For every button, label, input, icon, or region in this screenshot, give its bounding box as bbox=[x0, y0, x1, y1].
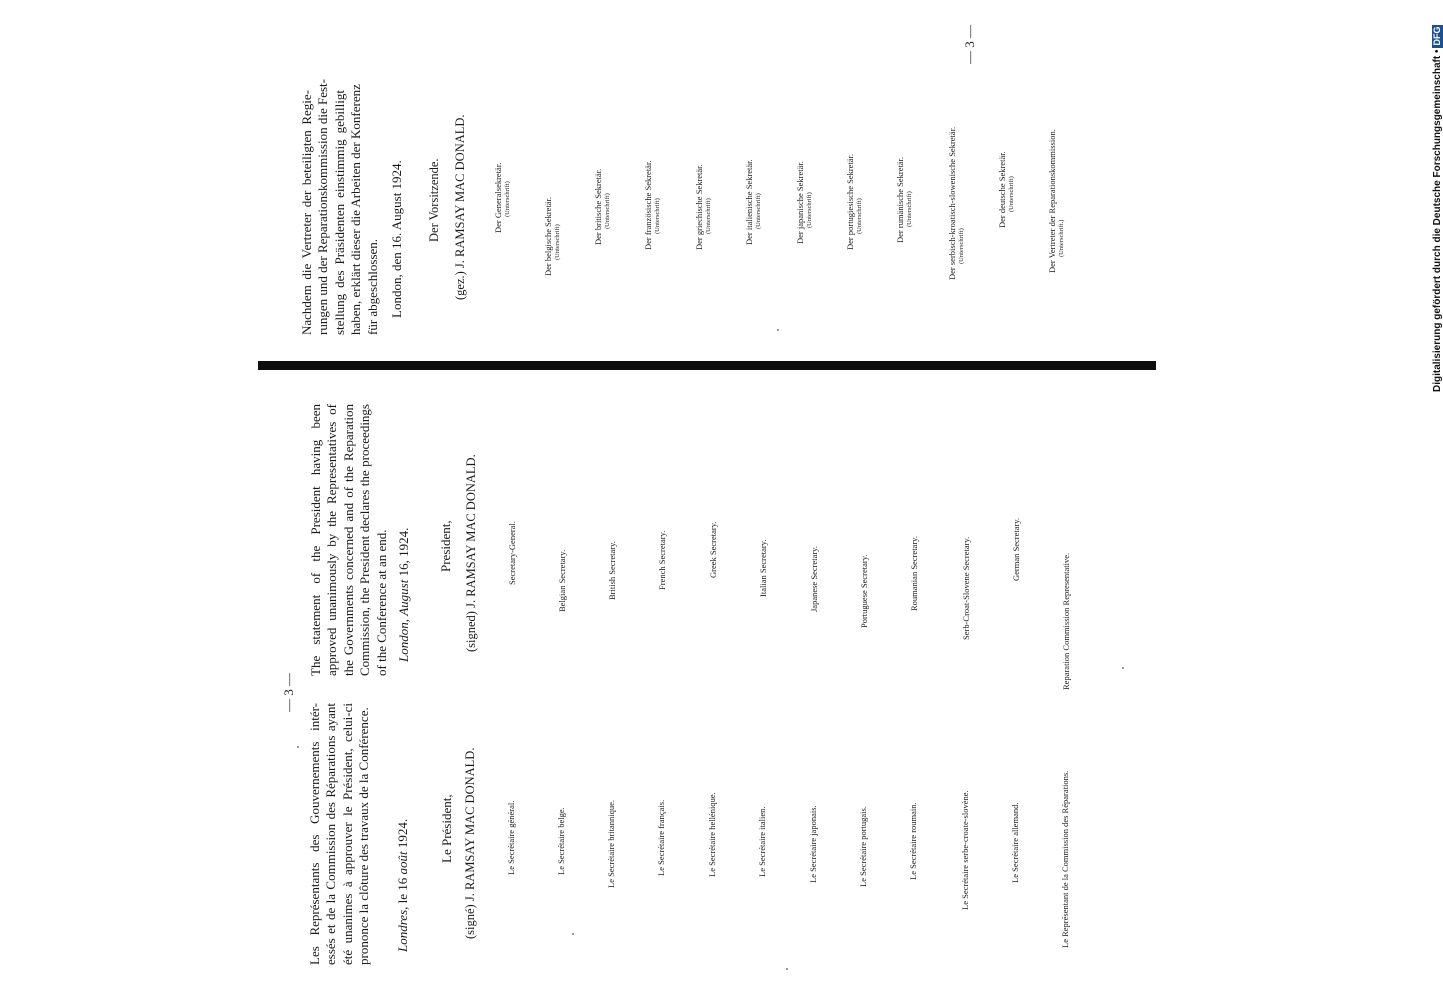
scan-speck bbox=[777, 329, 779, 331]
dfg-credit bbox=[1432, 25, 1443, 392]
english-president-title: President, bbox=[438, 520, 453, 572]
english-signature-title: Belgian Secretary. bbox=[557, 549, 567, 612]
german-para-line: rungen und der Reparationskommission die Fest- bbox=[315, 79, 331, 335]
english-signature-title: German Secretary. bbox=[1011, 517, 1021, 581]
french-signature-title: Le Secrétaire français. bbox=[656, 799, 666, 876]
english-signature-title: Greek Secretary. bbox=[708, 521, 718, 578]
german-signature-note: (Unterschrift) bbox=[654, 198, 661, 234]
french-para-line: prononce la clôture des travaux de la Conférence. bbox=[356, 707, 372, 965]
german-para-line: für abgeschlossen. bbox=[364, 238, 380, 335]
german-signature-note: (Unterschrift) bbox=[755, 193, 762, 229]
german-signature-title: Der serbisch-kroatisch-slowenische Sekretär. bbox=[947, 126, 957, 280]
dfg-logo: DFG bbox=[1432, 26, 1442, 46]
scan-speck bbox=[786, 968, 788, 970]
french-date-city: Londres, bbox=[395, 906, 410, 952]
german-chair-title: Der Vorsitzende. bbox=[427, 158, 441, 242]
german-signature-title: Der deutsche Sekretär. bbox=[997, 151, 1007, 228]
german-signature-note: (Unterschrift) bbox=[1008, 176, 1015, 212]
english-date-month: August bbox=[396, 579, 411, 616]
german-signature-title: Der italienische Sekretär. bbox=[744, 159, 754, 245]
french-signature-title: Le Secrétaire italien. bbox=[757, 806, 767, 877]
english-para-line: The statement of the President having been bbox=[308, 404, 323, 676]
english-signature-title: Italian Secretary. bbox=[758, 539, 768, 597]
french-date-month: août bbox=[395, 851, 410, 875]
english-date-rest: 16, 1924. bbox=[396, 527, 411, 577]
french-para-line: essés et de la Commission des Réparations ayant bbox=[323, 703, 339, 965]
french-para-line: Les Représentants des Gouvernements intér- bbox=[307, 703, 322, 965]
english-para-line: the Governments concerned and of the Reparation bbox=[340, 404, 356, 676]
french-paragraph bbox=[307, 703, 373, 965]
german-signature-note: (Unterschrift) bbox=[856, 198, 863, 234]
german-signature-note: (Unterschrift) bbox=[806, 192, 813, 228]
german-signature-note: (Unterschrift) bbox=[705, 198, 712, 234]
scan-speck bbox=[1122, 667, 1124, 669]
english-signature-title: French Secretary. bbox=[657, 530, 667, 590]
english-date-city: London, bbox=[396, 619, 411, 662]
german-signature-note: (Unterschrift) bbox=[554, 224, 561, 260]
french-signature-title: Le Secrétaire britannique. bbox=[606, 799, 616, 888]
german-signature-title: Der griechische Sekretär. bbox=[694, 164, 704, 250]
english-date bbox=[396, 528, 412, 662]
german-para-line: stellung des Präsidenten einstimmig gebilligt bbox=[331, 90, 347, 335]
french-signature-title: Le Secrétaire général. bbox=[506, 800, 516, 875]
french-date bbox=[395, 819, 411, 952]
german-signature-title: Der portugiesische Sekretär. bbox=[845, 153, 855, 250]
german-signature-title: Der Vertreter der Reparationskommission. bbox=[1047, 129, 1057, 273]
french-signature-title: Le Secrétaire japonais. bbox=[808, 805, 818, 883]
dfg-credit-text: Digitalisierung gefördert durch die Deutsche Forschungsgemeinschaft • bbox=[1432, 49, 1443, 392]
french-signature-title: Le Secrétaire hellénique. bbox=[707, 792, 717, 877]
english-para-line: approved unanimously by the Representatives of bbox=[324, 404, 340, 676]
german-signature-title: Der japanische Sekretär. bbox=[795, 161, 805, 244]
german-signature-note: (Unterschrift) bbox=[604, 193, 611, 229]
french-para-line: été unanimes à approuver le Président, celui-ci bbox=[339, 703, 355, 965]
english-signature-title: Serb-Croat-Slovene Secretary. bbox=[961, 536, 971, 640]
german-signature-title: Der belgische Sekretär. bbox=[543, 196, 553, 276]
page-divider bbox=[258, 361, 1156, 370]
german-signature-note: (Unterschrift) bbox=[504, 181, 511, 217]
french-signature-title: Le Secrétaire portugais. bbox=[858, 806, 868, 887]
french-signature-title: Le Secrétaire roumain. bbox=[908, 802, 918, 880]
english-signature-title: Reparation Commission Representative. bbox=[1061, 552, 1071, 690]
german-signature-title: Der Generalsekretär. bbox=[493, 162, 503, 233]
german-signature-title: Der französische Sekretär. bbox=[643, 160, 653, 250]
german-signature-note: (Unterschrift) bbox=[906, 191, 913, 227]
french-date-rest: le 16 bbox=[395, 877, 410, 904]
scan-speck bbox=[572, 933, 574, 935]
german-chair-signature: (gez.) J. RAMSAY MAC DONALD. bbox=[453, 114, 467, 300]
french-president-title: Le Président, bbox=[439, 794, 454, 863]
english-page-number: — 3 — bbox=[281, 673, 296, 712]
french-signature-title: Le Secrétaire belge. bbox=[556, 807, 566, 875]
french-signature-title: Le Secrétaire serbe-croate-slovène. bbox=[960, 790, 970, 910]
german-signature-note: (Unterschrift) bbox=[958, 228, 965, 264]
german-signature-title: Der britische Sekretär. bbox=[593, 168, 603, 245]
german-para-line: haben, erklärt dieser die Arbeiten der Konferenz bbox=[348, 84, 364, 335]
german-paragraph bbox=[299, 79, 381, 335]
german-para-line: Nachdem die Vertreter der beteiligten Regie- bbox=[299, 90, 314, 335]
scan-speck bbox=[297, 746, 299, 748]
french-date-year: 1924. bbox=[395, 818, 410, 849]
english-signature-title: Secretary-General. bbox=[507, 521, 517, 585]
french-president-signature: (signé) J. RAMSAY MAC DONALD. bbox=[463, 747, 477, 939]
french-signature-title: Le Représentant de la Commission des Réparations. bbox=[1060, 770, 1070, 948]
english-para-line: of the Conference at an end. bbox=[373, 529, 389, 676]
english-paragraph bbox=[308, 404, 390, 676]
english-para-line: Commission, the President declares the proceedings bbox=[357, 404, 373, 676]
english-president-signature: (signed) J. RAMSAY MAC DONALD. bbox=[464, 454, 478, 652]
german-signature-note: (Unterschrift.) bbox=[1058, 219, 1065, 257]
english-signature-title: British Secretary. bbox=[607, 541, 617, 600]
german-page-number: — 3 — bbox=[962, 25, 977, 64]
german-date: London, den 16. August 1924. bbox=[389, 160, 404, 318]
english-signature-title: Portuguese Secretary. bbox=[859, 554, 869, 628]
english-signature-title: Roumanian Secretary. bbox=[909, 536, 919, 611]
german-signature-title: Der rumänische Sekretär. bbox=[895, 156, 905, 243]
english-signature-title: Japanese Secretary. bbox=[809, 546, 819, 612]
french-signature-title: Le Secrétaire allemand. bbox=[1010, 802, 1020, 883]
